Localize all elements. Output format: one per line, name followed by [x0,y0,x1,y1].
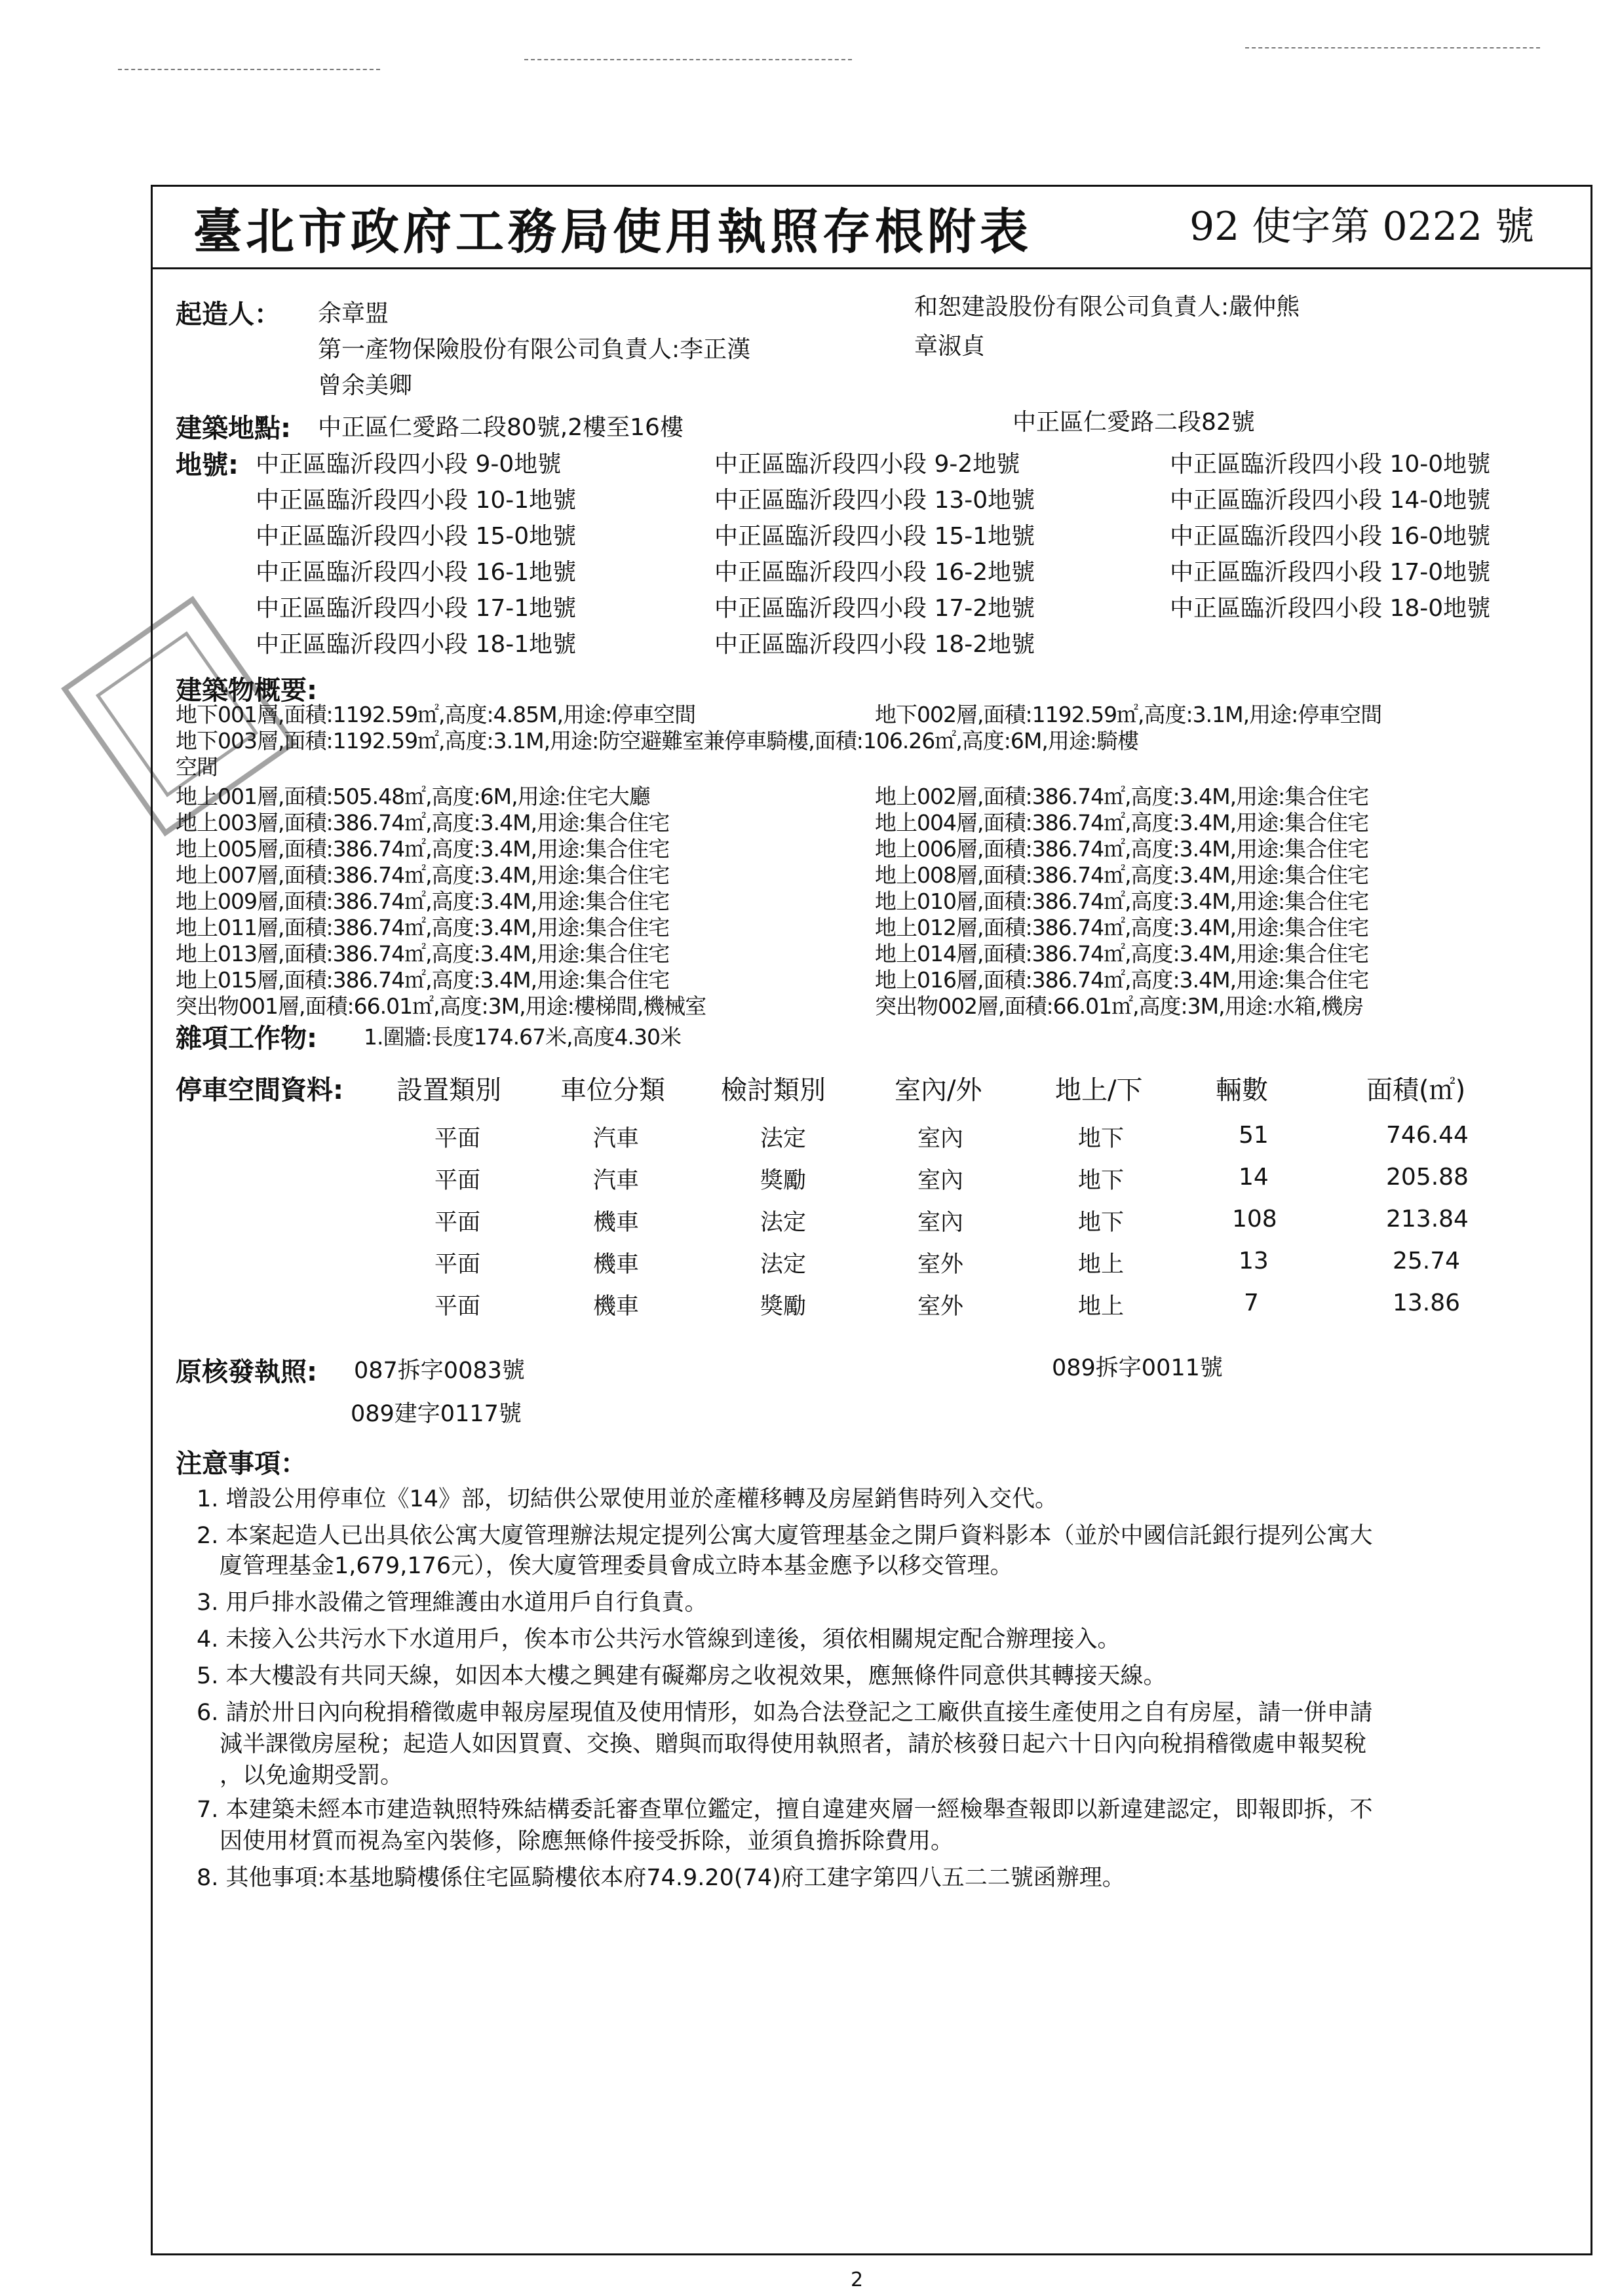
parking-cell: 獎勵 [760,1293,807,1320]
lot-number: 中正區臨沂段四小段 10-0地號 [1170,451,1491,478]
note-line: 因使用材質而視為室內裝修，除應無條件接受拆除，並須負擔拆除費用。 [220,1828,954,1854]
parking-cell: 平面 [434,1252,481,1278]
floor-entry: 地下001層,面積:1192.59㎡,高度:4.85M,用途:停車空間 [176,702,696,727]
lot-number: 中正區臨沂段四小段 13-0地號 [714,487,1035,514]
site-address: 中正區仁愛路二段82號 [1013,409,1255,436]
parking-header: 室內/外 [895,1075,982,1105]
floor-entry: 地上001層,面積:505.48㎡,高度:6M,用途:住宅大廳 [176,784,650,809]
applicant: 余章盟 [318,300,389,327]
lot-number: 中正區臨沂段四小段 18-0地號 [1170,595,1491,622]
floor-entry: 地上012層,面積:386.74㎡,高度:3.4M,用途:集合住宅 [875,915,1369,940]
floor-entry: 地上010層,面積:386.74㎡,高度:3.4M,用途:集合住宅 [875,889,1369,914]
parking-cell: 平面 [434,1210,481,1236]
floor-entry: 地上008層,面積:386.74㎡,高度:3.4M,用途:集合住宅 [875,862,1369,888]
parking-header: 設置類別 [396,1075,501,1105]
parking-cell: 機車 [593,1210,640,1236]
floor-entry: 地上015層,面積:386.74㎡,高度:3.4M,用途:集合住宅 [176,967,670,993]
parking-cell: 法定 [760,1210,807,1236]
parking-header: 檢討類別 [721,1075,826,1105]
parking-cell: 平面 [434,1168,481,1194]
original-permit: 089建字0117號 [351,1401,522,1427]
floor-entry: 地上016層,面積:386.74㎡,高度:3.4M,用途:集合住宅 [875,967,1369,993]
lot-number: 中正區臨沂段四小段 15-1地號 [714,523,1035,550]
lots-label: 地號: [176,450,239,480]
parking-cell: 室內 [917,1126,964,1152]
parking-header: 地上/下 [1055,1075,1143,1105]
floor-entry: 地上011層,面積:386.74㎡,高度:3.4M,用途:集合住宅 [176,915,670,940]
floor-entry: 突出物002層,面積:66.01㎡,高度:3M,用途:水箱,機房 [875,993,1364,1019]
lot-number: 中正區臨沂段四小段 16-0地號 [1170,523,1491,550]
notes-label: 注意事項： [176,1449,307,1479]
floor-entry: 地上003層,面積:386.74㎡,高度:3.4M,用途:集合住宅 [176,810,670,835]
parking-header: 輛數 [1216,1075,1268,1105]
original-permit: 087拆字0083號 [354,1358,525,1384]
parking-cell: 法定 [760,1126,807,1152]
lot-number: 中正區臨沂段四小段 14-0地號 [1170,487,1491,514]
misc-label: 雜項工作物: [176,1024,317,1054]
parking-cell: 213.84 [1386,1206,1469,1233]
parking-cell: 地上 [1078,1293,1125,1320]
floor-entry: 地上005層,面積:386.74㎡,高度:3.4M,用途:集合住宅 [176,836,670,862]
floor-entry: 突出物001層,面積:66.01㎡,高度:3M,用途:樓梯間,機械室 [176,993,706,1019]
floor-entry: 地上002層,面積:386.74㎡,高度:3.4M,用途:集合住宅 [875,784,1369,809]
lot-number: 中正區臨沂段四小段 17-2地號 [714,595,1035,622]
note-line: 8. 其他事項:本基地騎樓係住宅區騎樓依本府74.9.20(74)府工建字第四八五二二號函辦理。 [197,1865,1125,1891]
note-line: ，以免逾期受罰。 [220,1763,404,1789]
lot-number: 中正區臨沂段四小段 17-1地號 [256,595,577,622]
applicants-label: 起造人： [176,299,280,330]
parking-cell: 地下 [1078,1126,1125,1152]
parking-cell: 13.86 [1393,1290,1461,1316]
misc-value: 1.圍牆:長度174.67米,高度4.30米 [364,1024,682,1050]
floor-entry: 地下003層,面積:1192.59㎡,高度:3.1M,用途:防空避難室兼停車騎樓,面積:106.26㎡,高度:6M,用途:騎樓 [176,728,1138,754]
parking-cell: 地下 [1078,1210,1125,1236]
lot-number: 中正區臨沂段四小段 16-1地號 [256,559,577,586]
original-permit-label: 原核發執照: [176,1357,317,1387]
applicant: 和恕建設股份有限公司負責人:嚴仲熊 [914,294,1300,320]
parking-cell: 機車 [593,1252,640,1278]
note-line: 6. 請於卅日內向稅捐稽徵處申報房屋現值及使用情形，如為合法登記之工廠供直接生產使用之自有房屋，請一併申請 [197,1700,1373,1726]
lot-number: 中正區臨沂段四小段 10-1地號 [256,487,577,514]
parking-cell: 室內 [917,1168,964,1194]
parking-cell: 51 [1239,1122,1269,1149]
lot-number: 中正區臨沂段四小段 9-0地號 [256,451,562,478]
parking-cell: 地下 [1078,1168,1125,1194]
arcade-note: 空間 [176,754,218,780]
parking-cell: 108 [1232,1206,1277,1233]
parking-header: 面積(㎡) [1366,1075,1466,1105]
site-address: 中正區仁愛路二段80號,2樓至16樓 [318,414,684,441]
parking-cell: 25.74 [1393,1248,1461,1274]
parking-header: 車位分類 [560,1075,665,1105]
floor-entry: 地上009層,面積:386.74㎡,高度:3.4M,用途:集合住宅 [176,889,670,914]
lot-number: 中正區臨沂段四小段 17-0地號 [1170,559,1491,586]
parking-cell: 平面 [434,1126,481,1152]
site-label: 建築地點: [176,413,291,444]
note-line: 減半課徵房屋稅；起造人如因買賣、交換、贈與而取得使用執照者，請於核發日起六十日內向稅捐稽徵處申報契稅 [220,1731,1367,1757]
parking-cell: 地上 [1078,1252,1125,1278]
parking-label: 停車空間資料: [176,1075,343,1105]
parking-cell: 室外 [917,1252,964,1278]
building-label: 建築物概要: [176,676,317,706]
floor-entry: 地上004層,面積:386.74㎡,高度:3.4M,用途:集合住宅 [875,810,1369,835]
note-line: 5. 本大樓設有共同天線，如因本大樓之興建有礙鄰房之收視效果，應無條件同意供其轉接天線。 [197,1663,1167,1689]
floor-entry: 地上014層,面積:386.74㎡,高度:3.4M,用途:集合住宅 [875,941,1369,966]
note-line: 廈管理基金1,679,176元），俟大廈管理委員會成立時本基金應予以移交管理。 [220,1553,1013,1579]
parking-cell: 14 [1239,1164,1269,1191]
applicant: 第一產物保險股份有限公司負責人:李正漢 [318,336,751,363]
document-title: 臺北市政府工務局使用執照存根附表 [193,204,1032,260]
parking-cell: 室外 [917,1293,964,1320]
note-line: 3. 用戶排水設備之管理維護由水道用戶自行負責。 [197,1590,708,1616]
parking-cell: 7 [1244,1290,1259,1316]
scan-mark [524,59,852,60]
parking-cell: 汽車 [593,1126,640,1152]
note-line: 4. 未接入公共污水下水道用戶，俟本市公共污水管線到達後，須依相關規定配合辦理接入。 [197,1626,1121,1653]
original-permit: 089拆字0011號 [1052,1355,1223,1381]
parking-cell: 法定 [760,1252,807,1278]
lot-number: 中正區臨沂段四小段 9-2地號 [714,451,1020,478]
parking-cell: 13 [1239,1248,1269,1274]
lot-number: 中正區臨沂段四小段 15-0地號 [256,523,577,550]
floor-entry: 地下002層,面積:1192.59㎡,高度:3.1M,用途:停車空間 [875,702,1382,727]
scan-mark [1245,47,1540,48]
note-line: 1. 增設公用停車位《14》部，切結供公眾使用並於產權移轉及房屋銷售時列入交代。 [197,1486,1058,1512]
applicant: 曾余美卿 [318,372,413,399]
parking-cell: 汽車 [593,1168,640,1194]
note-line: 2. 本案起造人已出具依公寓大廈管理辦法規定提列公寓大廈管理基金之開戶資料影本（並於中國信託銀行提列公寓大 [197,1523,1373,1549]
parking-cell: 獎勵 [760,1168,807,1194]
floor-entry: 地上007層,面積:386.74㎡,高度:3.4M,用途:集合住宅 [176,862,670,888]
permit-number: 92 使字第 0222 號 [1189,204,1535,250]
lot-number: 中正區臨沂段四小段 18-2地號 [714,631,1035,658]
parking-cell: 205.88 [1386,1164,1469,1191]
parking-cell: 平面 [434,1293,481,1320]
parking-cell: 機車 [593,1293,640,1320]
parking-cell: 室內 [917,1210,964,1236]
note-line: 7. 本建築未經本市建造執照特殊結構委託審查單位鑑定，擅自違建夾層一經檢舉查報即以新違建認定，即報即拆，不 [197,1797,1373,1823]
scan-mark [118,69,380,70]
header-divider [151,267,1592,269]
page-number: 2 [851,2268,864,2291]
parking-cell: 746.44 [1386,1122,1469,1149]
floor-entry: 地上006層,面積:386.74㎡,高度:3.4M,用途:集合住宅 [875,836,1369,862]
applicant: 章淑貞 [914,333,986,360]
lot-number: 中正區臨沂段四小段 16-2地號 [714,559,1035,586]
floor-entry: 地上013層,面積:386.74㎡,高度:3.4M,用途:集合住宅 [176,941,670,966]
lot-number: 中正區臨沂段四小段 18-1地號 [256,631,577,658]
